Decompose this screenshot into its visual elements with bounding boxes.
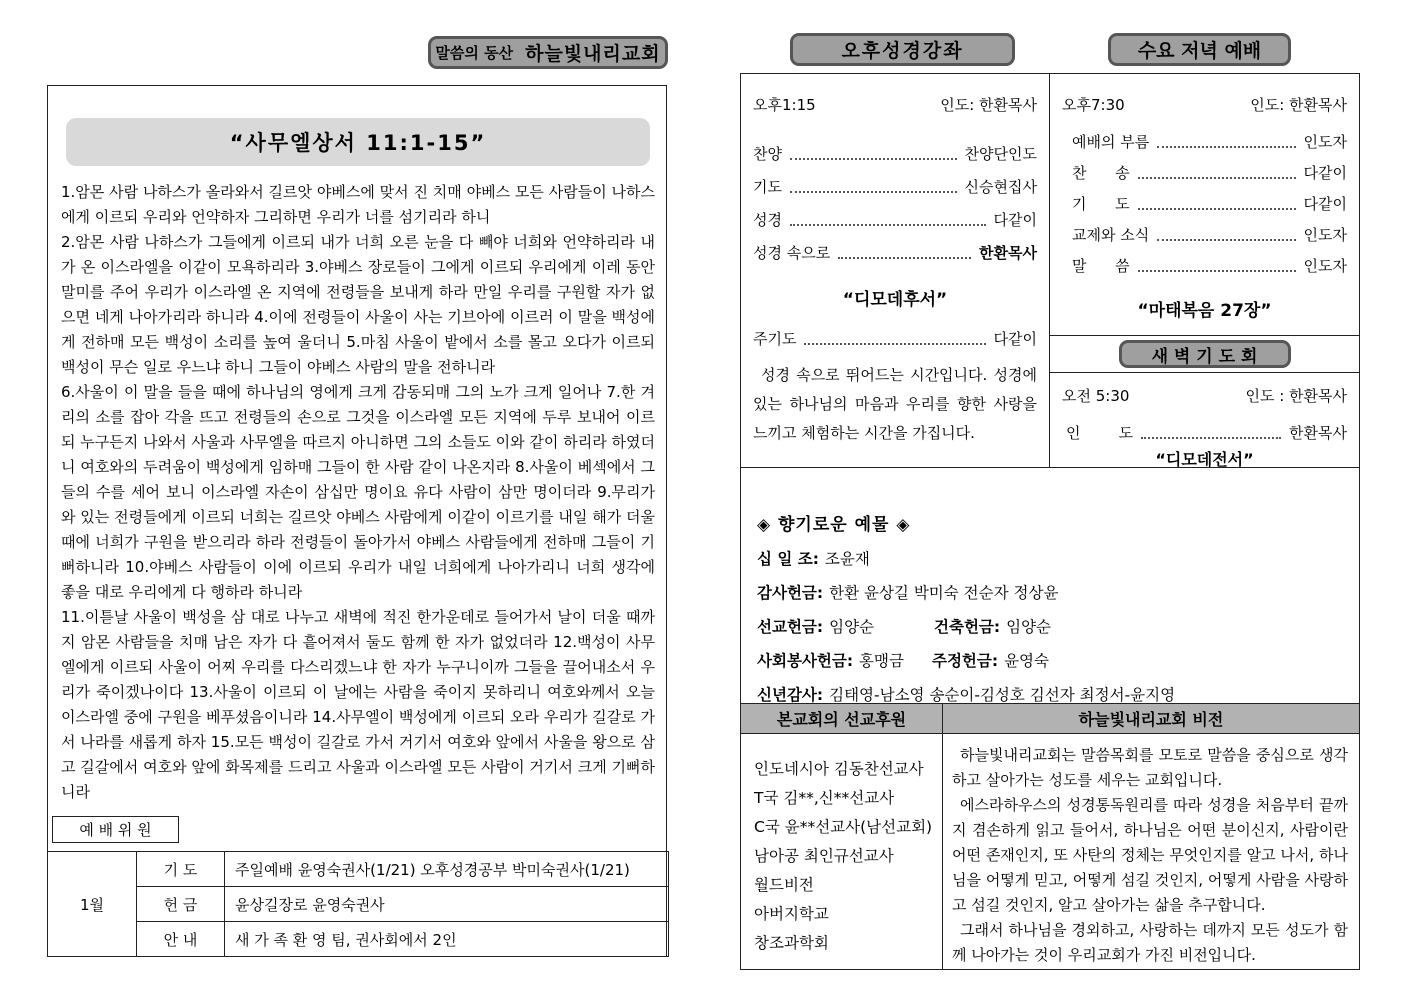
class-description: 성경 속으로 뛰어드는 시간입니다. 성경에 있는 하나님의 마음과 우리를 향한 사랑을 느끼고 체험하는 시간을 가집니다. bbox=[753, 366, 1037, 442]
list-item: 인도네시아 김동찬선교사 bbox=[754, 760, 924, 778]
list-item: 아버지학교 bbox=[754, 905, 829, 923]
service-time: 오전 5:30 bbox=[1062, 387, 1130, 405]
list-item: C국 윤**선교사(남선교회) bbox=[754, 818, 933, 836]
offering-entry: 선교헌금: 임양순 bbox=[757, 618, 875, 636]
dot-leader bbox=[1138, 208, 1296, 210]
dot-leader bbox=[1138, 270, 1296, 272]
duty-month: 1월 bbox=[48, 852, 137, 957]
scripture-paragraph: 2.암몬 사람 나하스가 그들에게 이르되 내가 너희 오른 눈을 다 빼야 너희와 언약하리라 내가 온 이스라엘을 이같이 모욕하리라 3.야베스 장로들이 그에게 이르되 우리에게 이레 동안 말미를 주어 우리가 이스라엘 온 지역에 전령들을 보내게 하라 만일 우리를 구원할 자가 없으면 네게 나아가리라 하니라 4.이에 전령들이 사울이 사는 기브아에 이르러 이 말을 백성에게 전하매 모든 백성이 소리를 높여 울더니 5.마침 사울이 밭에서 소를 몰고 오다가 이르되 백성이 무슨 일로 우느냐 하니 그들이 야베스 사람의 말을 전하니라 bbox=[61, 233, 655, 376]
service-leader: 인도: 한환목사 bbox=[1250, 96, 1347, 114]
worship-item: 찬 송 다같이 bbox=[1072, 164, 1347, 182]
duty-label: 헌 금 bbox=[137, 887, 225, 922]
sermon-book-title: “마태복음 27장” bbox=[1137, 301, 1272, 321]
vision-cell bbox=[943, 734, 1360, 970]
afternoon-bible-class-badge: 오후성경강좌 bbox=[790, 33, 1015, 66]
worship-committee-label: 예 배 위 원 bbox=[52, 816, 179, 843]
offering-entry: 사회봉사헌금: 홍맹금 bbox=[757, 652, 904, 670]
study-book-title: “디모데후서” bbox=[842, 290, 948, 310]
scripture-text bbox=[61, 180, 655, 805]
dot-leader bbox=[790, 224, 986, 226]
dawn-prayer-section-divider bbox=[1050, 335, 1359, 373]
service-order-box bbox=[740, 73, 1360, 468]
church-motto: 말씀의 동산 bbox=[435, 44, 514, 62]
church-name: 하늘빛내리교회 bbox=[525, 43, 661, 65]
duty-label: 안 내 bbox=[137, 922, 225, 957]
duty-value: 주일예배 윤영숙권사(1/21) 오후성경공부 박미숙권사(1/21) bbox=[225, 852, 669, 887]
service-leader: 인도: 한환목사 bbox=[940, 96, 1037, 114]
dot-leader bbox=[1157, 239, 1295, 241]
table-row bbox=[48, 852, 669, 887]
mission-vision-table bbox=[740, 703, 1360, 970]
scripture-panel bbox=[47, 85, 667, 957]
offerings-title: ◈ 향기로운 예물 ◈ bbox=[757, 515, 911, 535]
dawn-book-title: “디모데전서” bbox=[1155, 450, 1254, 469]
offering-entry: 주정헌금: 윤영숙 bbox=[931, 652, 1049, 670]
vision-text bbox=[944, 735, 1358, 968]
offering-entry: 건축헌금: 임양순 bbox=[934, 618, 1052, 636]
offering-line bbox=[757, 615, 1343, 637]
duty-label: 기 도 bbox=[137, 852, 225, 887]
worship-item: 교제와 소식 인도자 bbox=[1072, 226, 1347, 244]
vision-paragraph: 에스라하우스의 성경통독원리를 따라 성경을 처음부터 끝까지 겸손하게 읽고 들어서, 하나님은 어떤 분이신지, 사람이란 어떤 존재인지, 또 사탄의 정체는 무엇인지를 알고 나서, 하나님을 어떻게 믿고, 어떻게 섬길 것인지, 어떻게 사람을 사랑하고 섬길 것인지, 알고 살아가는 삶을 추구합니다. bbox=[952, 796, 1348, 914]
church-name-badge bbox=[428, 36, 668, 69]
worship-item: 인 도 한환목사 bbox=[1066, 424, 1347, 442]
dot-leader bbox=[1157, 146, 1295, 148]
worship-item: 말 씀 인도자 bbox=[1072, 257, 1347, 275]
worship-item: 찬양 찬양단인도 bbox=[753, 145, 1037, 163]
dot-leader bbox=[1138, 177, 1296, 179]
order-of-worship bbox=[753, 143, 1037, 263]
mission-support-cell bbox=[741, 734, 943, 970]
offering-line bbox=[757, 649, 1343, 671]
wednesday-service-badge: 수요 저녁 예배 bbox=[1108, 33, 1291, 66]
worship-item: 예배의 부름 인도자 bbox=[1072, 133, 1347, 151]
duty-value: 윤상길장로 윤영숙권사 bbox=[225, 887, 669, 922]
dot-leader bbox=[790, 191, 957, 193]
list-item: 창조과학회 bbox=[754, 934, 829, 952]
dot-leader bbox=[804, 343, 985, 345]
offering-line bbox=[757, 581, 1343, 603]
duty-value: 새 가 족 환 영 팀, 권사회에서 2인 bbox=[225, 922, 669, 957]
worship-item: 주기도 다같이 bbox=[753, 330, 1037, 348]
table-row bbox=[48, 887, 669, 922]
mission-list bbox=[742, 735, 941, 958]
offering-line bbox=[757, 547, 1343, 569]
service-time: 오후7:30 bbox=[1062, 96, 1125, 114]
service-time-row bbox=[1062, 385, 1347, 406]
mission-support-header: 본교회의 선교후원 bbox=[741, 704, 943, 734]
service-time-row bbox=[1062, 94, 1347, 115]
vision-paragraph: 그래서 하나님을 경외하고, 사랑하는 데까지 모든 성도가 함께 나아가는 것이 우리교회가 가진 비전입니다. bbox=[952, 921, 1348, 964]
dot-leader bbox=[838, 257, 971, 259]
dawn-prayer-badge: 새 벽 기 도 회 bbox=[1119, 340, 1291, 368]
vision-header: 하늘빛내리교회 비전 bbox=[943, 704, 1360, 734]
table-row bbox=[48, 922, 669, 957]
list-item: 월드비전 bbox=[754, 876, 814, 894]
duty-table bbox=[47, 851, 669, 957]
list-item: 남아공 최인규선교사 bbox=[754, 847, 894, 865]
afternoon-bible-class-column bbox=[741, 74, 1050, 467]
scripture-paragraph: 1.암몬 사람 나하스가 올라와서 길르앗 야베스에 맞서 진 치매 야베스 모든 사람들이 나하스에게 이르되 우리와 언약하자 그리하면 우리가 너를 섬기리라 하니 bbox=[61, 183, 655, 226]
sermon-title: “사무엘상서 11:1-15” bbox=[229, 131, 487, 155]
scripture-paragraph: 11.이튿날 사울이 백성을 삼 대로 나누고 새벽에 적진 한가운데로 들어가서 날이 더울 때까지 암몬 사람들을 치매 남은 자가 다 흩어져서 둘도 함께 한 자가 없었더라 12.백성이 사무엘에게 이르되 사울이 어찌 우리를 다스리겠느냐 한 자가 누구니이까 그들을 끌어내소서 우리가 죽이겠나이다 13.사울이 이르되 이 날에는 사람을 죽이지 못하리니 여호와께서 오늘 이스라엘 중에 구원을 베푸셨음이니라 14.사무엘이 백성에게 이르되 오라 우리가 길갈로 가서 나라를 새롭게 하자 15.모든 백성이 길갈로 가서 거기서 여호와 앞에서 사울을 왕으로 삼고 길갈에서 여호와 앞에 화목제를 드리고 사울과 이스라엘 모든 사람이 거기서 크게 기뻐하니라 bbox=[61, 608, 655, 801]
vision-paragraph: 하늘빛내리교회는 말씀목회를 모토로 말씀을 중심으로 생각하고 살아가는 성도를 세우는 교회입니다. bbox=[952, 746, 1348, 789]
worship-item: 기도 신승현집사 bbox=[753, 178, 1037, 196]
sermon-title-box bbox=[66, 118, 650, 166]
worship-item: 성경 다같이 bbox=[753, 211, 1037, 229]
dot-leader bbox=[790, 158, 957, 160]
offering-line bbox=[757, 683, 1343, 705]
service-time: 오후1:15 bbox=[753, 96, 816, 114]
offerings-box bbox=[740, 467, 1360, 704]
offering-entry: 감사헌금: 한환 윤상길 박미숙 전순자 정상윤 bbox=[757, 584, 1059, 602]
table-header-row bbox=[741, 704, 1360, 734]
wednesday-service-column bbox=[1050, 74, 1359, 467]
order-of-worship bbox=[1062, 131, 1347, 276]
offering-entry: 십 일 조: 조윤재 bbox=[757, 550, 870, 568]
list-item: T국 김**,신**선교사 bbox=[754, 789, 895, 807]
worship-item: 기 도 다같이 bbox=[1072, 195, 1347, 213]
scripture-paragraph: 6.사울이 이 말을 들을 때에 하나님의 영에게 크게 감동되매 그의 노가 크게 일어나 7.한 겨리의 소를 잡아 각을 뜨고 전령들의 손으로 그것을 이스라엘 모든 지역에 두루 보내어 이르되 누구든지 나와서 사울과 사무엘을 따르지 아니하면 그의 소들도 이와 같이 하리라 하였더니 여호와의 두려움이 백성에게 임하매 그들이 한 사람 같이 나온지라 8.사울이 베섹에서 그들의 수를 세어 보니 이스라엘 자손이 삼십만 명이요 유다 사람이 삼만 명이더라 9.무리가 와 있는 전령들에게 이르되 너희는 길르앗 야베스 사람에게 이같이 이르기를 내일 해가 더울 때에 너희가 구원을 받으리라 하라 전령들이 돌아가서 야베스 사람들에게 전하매 그들이 기뻐하니라 10.야베스 사람들이 이에 이르되 우리가 내일 너희에게 나아가리니 너희 생각에 좋을 대로 우리에게 다 행하라 하니라 bbox=[61, 383, 655, 601]
table-row bbox=[741, 734, 1360, 970]
offering-entry: 신년감사: 김태영-남소영 송순이-김성호 김선자 최정서-윤지영 bbox=[757, 686, 1176, 704]
dot-leader bbox=[1141, 437, 1281, 439]
worship-item: 성경 속으로 한환목사 bbox=[753, 244, 1037, 262]
service-time-row bbox=[753, 94, 1037, 115]
service-leader: 인도 : 한환목사 bbox=[1245, 387, 1347, 405]
